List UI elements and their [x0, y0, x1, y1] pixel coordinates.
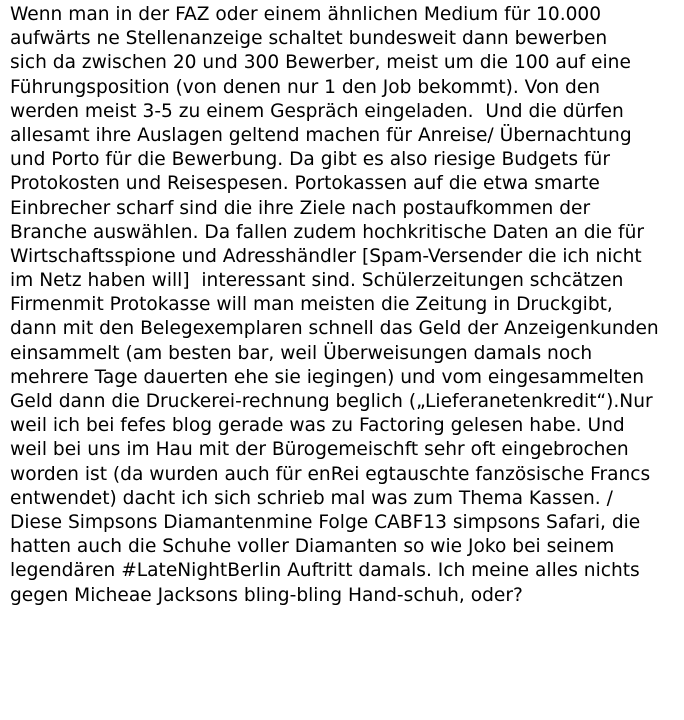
text-line: dann mit den Belegexemplaren schnell das Geld der Anzeigenkunden — [10, 318, 659, 340]
text-line: worden ist (da wurden auch für enRei egtauschte fanzösische Francs — [10, 463, 651, 485]
text-line: sich da zwischen 20 und 300 Bewerber, meist um die 100 auf eine — [10, 52, 631, 74]
text-line: entwendet) dacht ich sich schrieb mal was zum Thema Kassen. / — [10, 487, 613, 509]
text-line: Branche auswählen. Da fallen zudem hochkritische Daten an die für — [10, 221, 645, 243]
text-line: gegen Micheae Jacksons bling-bling Hand-schuh, oder? — [10, 584, 523, 606]
text-line: weil ich bei fefes blog gerade was zu Factoring gelesen habe. Und — [10, 415, 625, 437]
text-line: Wenn man in der FAZ oder einem ähnlichen Medium für 10.000 — [10, 4, 602, 25]
text-line: weil bei uns im Hau mit der Bürogemeischft sehr oft eingebrochen — [10, 439, 629, 461]
text-line: Führungsposition (von denen nur 1 den Job bekommt). Von den — [10, 76, 601, 98]
text-line: hatten auch die Schuhe voller Diamanten so wie Joko bei seinem — [10, 536, 615, 558]
text-line: Wirtschaftsspione und Adresshändler [Spam-Versender die ich nicht — [10, 245, 642, 267]
text-line: Firmenmit Protokasse will man meisten die Zeitung in Druckgibt, — [10, 294, 613, 316]
text-line: im Netz haben will] interessant sind. Schülerzeitungen schcätzen — [10, 270, 624, 292]
text-line: aufwärts ne Stellenanzeige schaltet bundesweit dann bewerben — [10, 28, 608, 50]
document-text-block — [10, 3, 680, 608]
text-line: Protokosten und Reisespesen. Portokassen auf die etwa smarte — [10, 173, 600, 195]
text-line: Einbrecher scharf sind die ihre Ziele nach postaufkommen der — [10, 197, 591, 219]
text-line: mehrere Tage dauerten ehe sie iegingen) und vom eingesammelten — [10, 366, 644, 388]
text-line: und Porto für die Bewerbung. Da gibt es also riesige Budgets für — [10, 149, 610, 171]
text-line: Geld dann die Druckerei-rechnung beglich („Lieferanetenkredit“).Nur — [10, 391, 653, 412]
text-line: allesamt ihre Auslagen geltend machen für Anreise/ Übernachtung — [10, 124, 632, 146]
text-line: Diese Simpsons Diamantenmine Folge CABF13 simpsons Safari, die — [10, 511, 641, 533]
text-line: werden meist 3-5 zu einem Gespräch eingeladen. Und die dürfen — [10, 100, 624, 122]
text-line: legendären #LateNightBerlin Auftritt damals. Ich meine alles nichts — [10, 560, 640, 582]
text-line: einsammelt (am besten bar, weil Überweisungen damals noch — [10, 342, 593, 364]
